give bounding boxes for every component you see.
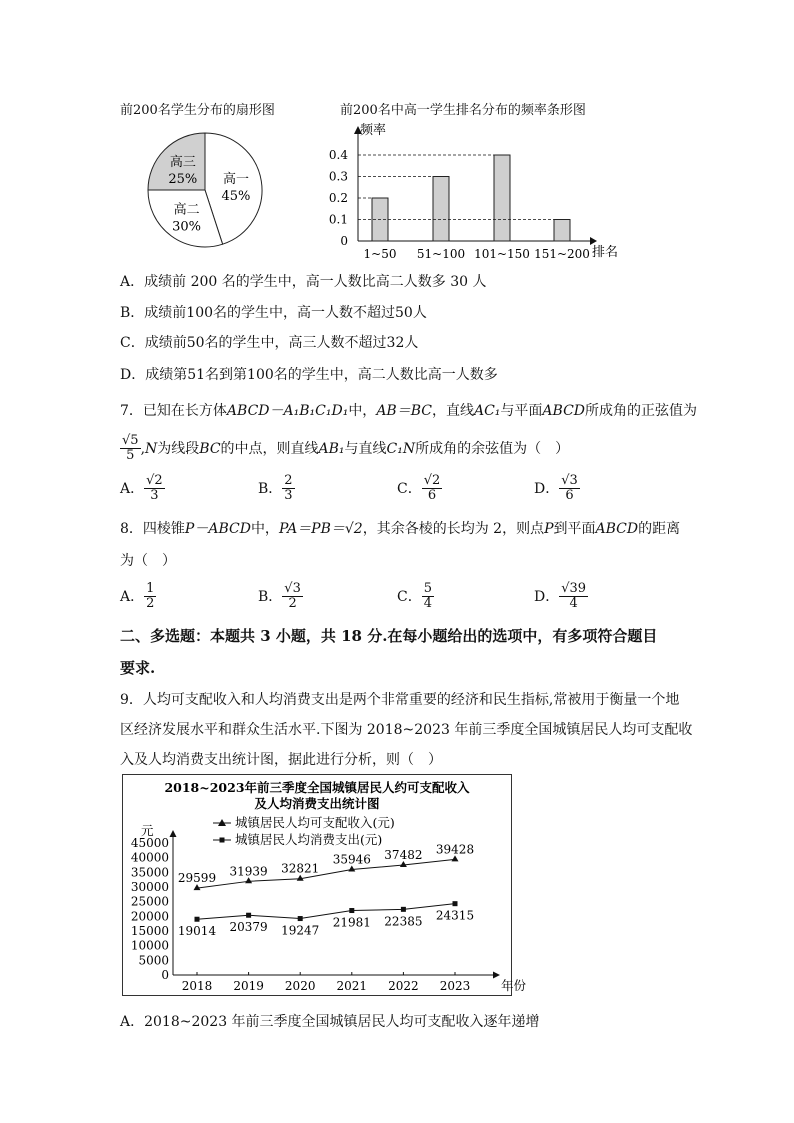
q9-stem-line1: 9．人均可支配收入和人均消费支出是两个非常重要的经济和民生指标,常被用于衡量一个地 — [120, 692, 680, 708]
fraction-denominator: 6 — [565, 488, 574, 504]
line-data-label: 21981 — [332, 915, 371, 930]
bar-y-tick: 0.1 — [328, 212, 348, 227]
q7-math: ABCD — [542, 403, 586, 419]
line-data-label: 20379 — [229, 920, 268, 935]
option-fraction — [422, 582, 434, 612]
option-letter: D． — [534, 588, 560, 605]
option-fraction — [422, 474, 443, 504]
fraction-numerator: √39 — [561, 581, 587, 596]
line-x-tick: 2018 — [181, 979, 213, 993]
fraction-denominator: 4 — [569, 596, 578, 612]
option-letter: A． — [120, 274, 145, 290]
fraction-numerator: √3 — [561, 473, 578, 488]
q7-math: C₁N — [386, 440, 416, 457]
bar-chart-ylabel: 频率 — [360, 123, 387, 138]
fraction-denominator: 5 — [126, 448, 135, 464]
q8-option-a — [120, 582, 156, 612]
line-data-label: 35946 — [332, 852, 371, 867]
fraction-denominator: 3 — [284, 488, 293, 504]
pie-slice-label: 高三 — [169, 154, 196, 170]
line-x-tick: 2022 — [388, 979, 419, 993]
option-text: 成绩第51名到第100名的学生中，高二人数比高一人数多 — [145, 367, 498, 383]
option-letter: C． — [397, 480, 422, 497]
option-letter: D． — [120, 367, 146, 383]
line-y-tick: 10000 — [130, 938, 169, 953]
option-letter: B． — [120, 305, 145, 321]
line-x-label: 年份 — [501, 978, 527, 993]
line-x-tick: 2020 — [284, 979, 316, 993]
q8-text: ，其余各棱的长均为 2，则点 — [362, 521, 545, 537]
fraction-denominator: 2 — [288, 596, 297, 612]
pie-slice-percent: 25% — [168, 171, 198, 187]
line-chart-title-1: 2018~2023年前三季度全国城镇居民人约可支配收入 — [164, 780, 470, 795]
line-y-tick: 35000 — [130, 865, 169, 880]
bar-x-arrow — [590, 237, 597, 245]
q7-text: 7．已知在长方体 — [120, 403, 227, 419]
line-point-square — [298, 916, 303, 921]
line-data-label: 19247 — [281, 923, 320, 938]
q7-text: 与直线 — [344, 440, 387, 457]
pie-slice-label: 高一 — [222, 172, 249, 188]
line-point-square — [349, 908, 354, 913]
fraction-numerator: √2 — [146, 473, 163, 488]
line-x-tick: 2019 — [233, 979, 264, 993]
q9-option-a: A．2018~2023 年前三季度全国城镇居民人均可支配收入逐年递增 — [120, 1014, 540, 1030]
q8-text: 8．四棱锥 — [120, 521, 185, 537]
q8-option-b — [258, 582, 303, 612]
section-heading: 二、多选题：本题共 3 小题，共 18 分.在每小题给出的选项中，有多项符合题目 — [120, 627, 658, 645]
bar-chart-title: 前200名中高一学生排名分布的频率条形图 — [340, 103, 586, 118]
line-x-arrow — [493, 972, 500, 979]
fraction-denominator: 3 — [150, 488, 159, 504]
option-fraction — [559, 474, 580, 504]
option-fraction — [282, 474, 294, 504]
line-y-tick: 25000 — [130, 894, 169, 909]
legend-square-marker — [220, 838, 225, 843]
bar-x-tick: 51~100 — [416, 247, 466, 261]
q7-stem-line2 — [120, 434, 569, 464]
pie-chart-title: 前200名学生分布的扇形图 — [120, 103, 275, 118]
bar-x-tick: 151~200 — [534, 247, 590, 261]
bar-2 — [494, 155, 510, 241]
option-letter: A． — [120, 480, 145, 497]
q8-math: PA＝PB＝√2 — [278, 521, 363, 537]
q7-math: BC — [199, 440, 221, 457]
line-data-label: 29599 — [177, 871, 217, 886]
line-point-square — [401, 907, 406, 912]
q6-option-d — [120, 364, 498, 384]
q6-option-a — [120, 271, 486, 291]
line-y-unit: 元 — [141, 823, 154, 838]
option-fraction — [282, 582, 303, 612]
fraction-numerator: 5 — [423, 581, 432, 596]
bar-y-tick: 0.3 — [328, 169, 348, 184]
line-point-square — [246, 913, 251, 918]
line-y-tick: 20000 — [130, 909, 169, 924]
q9-stem-line2: 区经济发展水平和群众生活水平.下图为 2018~2023 年前三季度全国城镇居民人均可支配收 — [120, 722, 693, 738]
fraction-numerator: √5 — [122, 433, 139, 448]
line-y-tick: 45000 — [130, 836, 169, 850]
q8-option-d — [534, 582, 588, 612]
option-letter: C． — [397, 588, 422, 605]
line-y-tick: 0 — [161, 968, 169, 982]
bar-y-tick: 0.4 — [328, 148, 348, 162]
q7-stem-line1 — [120, 400, 697, 420]
q8-math: ABCD — [595, 521, 639, 537]
q7-text: 与平面 — [500, 403, 543, 419]
option-text: 成绩前100名的学生中，高一人数不超过50人 — [144, 305, 427, 321]
option-fraction — [144, 582, 156, 612]
line-data-label: 19014 — [177, 924, 217, 939]
bar-y-tick: 0.2 — [328, 191, 348, 205]
q7-option-c — [397, 474, 442, 504]
q7-math: AB＝BC — [376, 403, 432, 419]
q9-stem-line3: 入及人均消费支出统计图，据此进行分析，则（ ） — [120, 752, 442, 768]
legend-label: 城镇居民人均可支配收入(元) — [235, 815, 395, 830]
fraction-numerator: √2 — [423, 473, 441, 488]
line-data-label: 31939 — [229, 864, 268, 879]
fraction-denominator: 4 — [423, 596, 432, 612]
bar-y-tick: 0 — [340, 234, 348, 248]
q8-stem-line1 — [120, 518, 680, 538]
pie-chart — [132, 120, 278, 260]
option-letter: C． — [120, 335, 145, 351]
q7-text: , — [140, 440, 146, 457]
q7-text: 所成角的余弦值为（ ） — [415, 440, 570, 457]
q7-option-b — [258, 474, 295, 504]
line-data-label: 39428 — [435, 842, 475, 857]
option-text: 成绩前50名的学生中，高三人数不超过32人 — [144, 335, 419, 351]
fraction-numerator: 1 — [146, 581, 155, 596]
fraction-denominator: 6 — [427, 488, 437, 504]
line-x-tick: 2023 — [439, 979, 471, 993]
q7-sine-fraction — [120, 434, 141, 464]
line-data-label: 22385 — [384, 914, 423, 929]
q7-math: AB₁ — [318, 440, 345, 457]
line-data-label: 24315 — [435, 908, 475, 923]
q7-text: ，直线 — [431, 403, 474, 419]
pie-slice-percent: 30% — [172, 219, 202, 235]
q8-math: P－ABCD — [184, 521, 251, 537]
option-letter: A． — [120, 588, 145, 605]
pie-slice-label: 高二 — [173, 202, 200, 218]
bar-3 — [554, 220, 570, 242]
line-chart — [123, 775, 527, 995]
line-y-tick: 40000 — [130, 850, 169, 865]
option-text: 成绩前 200 名的学生中，高一人数比高二人数多 30 人 — [144, 274, 487, 290]
line-y-tick: 15000 — [130, 924, 169, 938]
fraction-denominator: 2 — [146, 596, 155, 612]
q6-option-c — [120, 332, 418, 352]
bar-x-tick: 1~50 — [363, 247, 397, 261]
line-data-label: 32821 — [281, 861, 320, 876]
line-point-square — [195, 917, 200, 922]
q7-text: 中， — [348, 403, 377, 419]
q7-math: ABCD－A₁B₁C₁D₁ — [226, 403, 349, 419]
q7-option-d — [534, 474, 580, 504]
line-point-square — [453, 901, 458, 906]
bar-1 — [433, 177, 449, 242]
bar-chart — [330, 118, 630, 264]
bar-chart-xlabel: 排名 — [592, 245, 619, 260]
q7-text: 为线段 — [157, 440, 200, 457]
option-fraction — [144, 474, 165, 504]
fraction-numerator: 2 — [284, 473, 293, 488]
q7-math: N — [145, 440, 158, 457]
q8-text: 中， — [250, 521, 279, 537]
q7-text: 的中点，则直线 — [220, 440, 319, 457]
fraction-numerator: √3 — [284, 581, 301, 596]
bar-x-tick: 101~150 — [474, 247, 530, 261]
line-data-label: 37482 — [384, 848, 423, 863]
section-heading-cont: 要求. — [120, 659, 156, 677]
q8-option-c — [397, 582, 434, 612]
q7-math: AC₁ — [473, 403, 501, 419]
q7-text: 所成角的正弦值为 — [585, 403, 698, 419]
q8-math: P — [544, 521, 554, 537]
line-chart-title-2: 及人均消费支出统计图 — [254, 796, 380, 811]
q8-stem-line2: 为（ ） — [120, 553, 176, 569]
pie-slice-percent: 45% — [221, 189, 251, 205]
q7-option-a — [120, 474, 165, 504]
q8-text: 的距离 — [638, 521, 681, 537]
line-x-tick: 2021 — [336, 979, 368, 993]
q8-text: 到平面 — [553, 521, 596, 537]
line-y-tick: 5000 — [138, 953, 169, 968]
option-letter: B． — [258, 588, 283, 605]
option-fraction — [559, 582, 588, 612]
legend-label: 城镇居民人均消费支出(元) — [235, 832, 383, 847]
line-y-tick: 30000 — [130, 880, 169, 894]
q6-option-b — [120, 302, 427, 322]
line-y-arrow — [170, 830, 177, 837]
line-chart-frame — [122, 774, 527, 996]
option-letter: D． — [534, 480, 560, 497]
option-letter: B． — [258, 480, 283, 497]
